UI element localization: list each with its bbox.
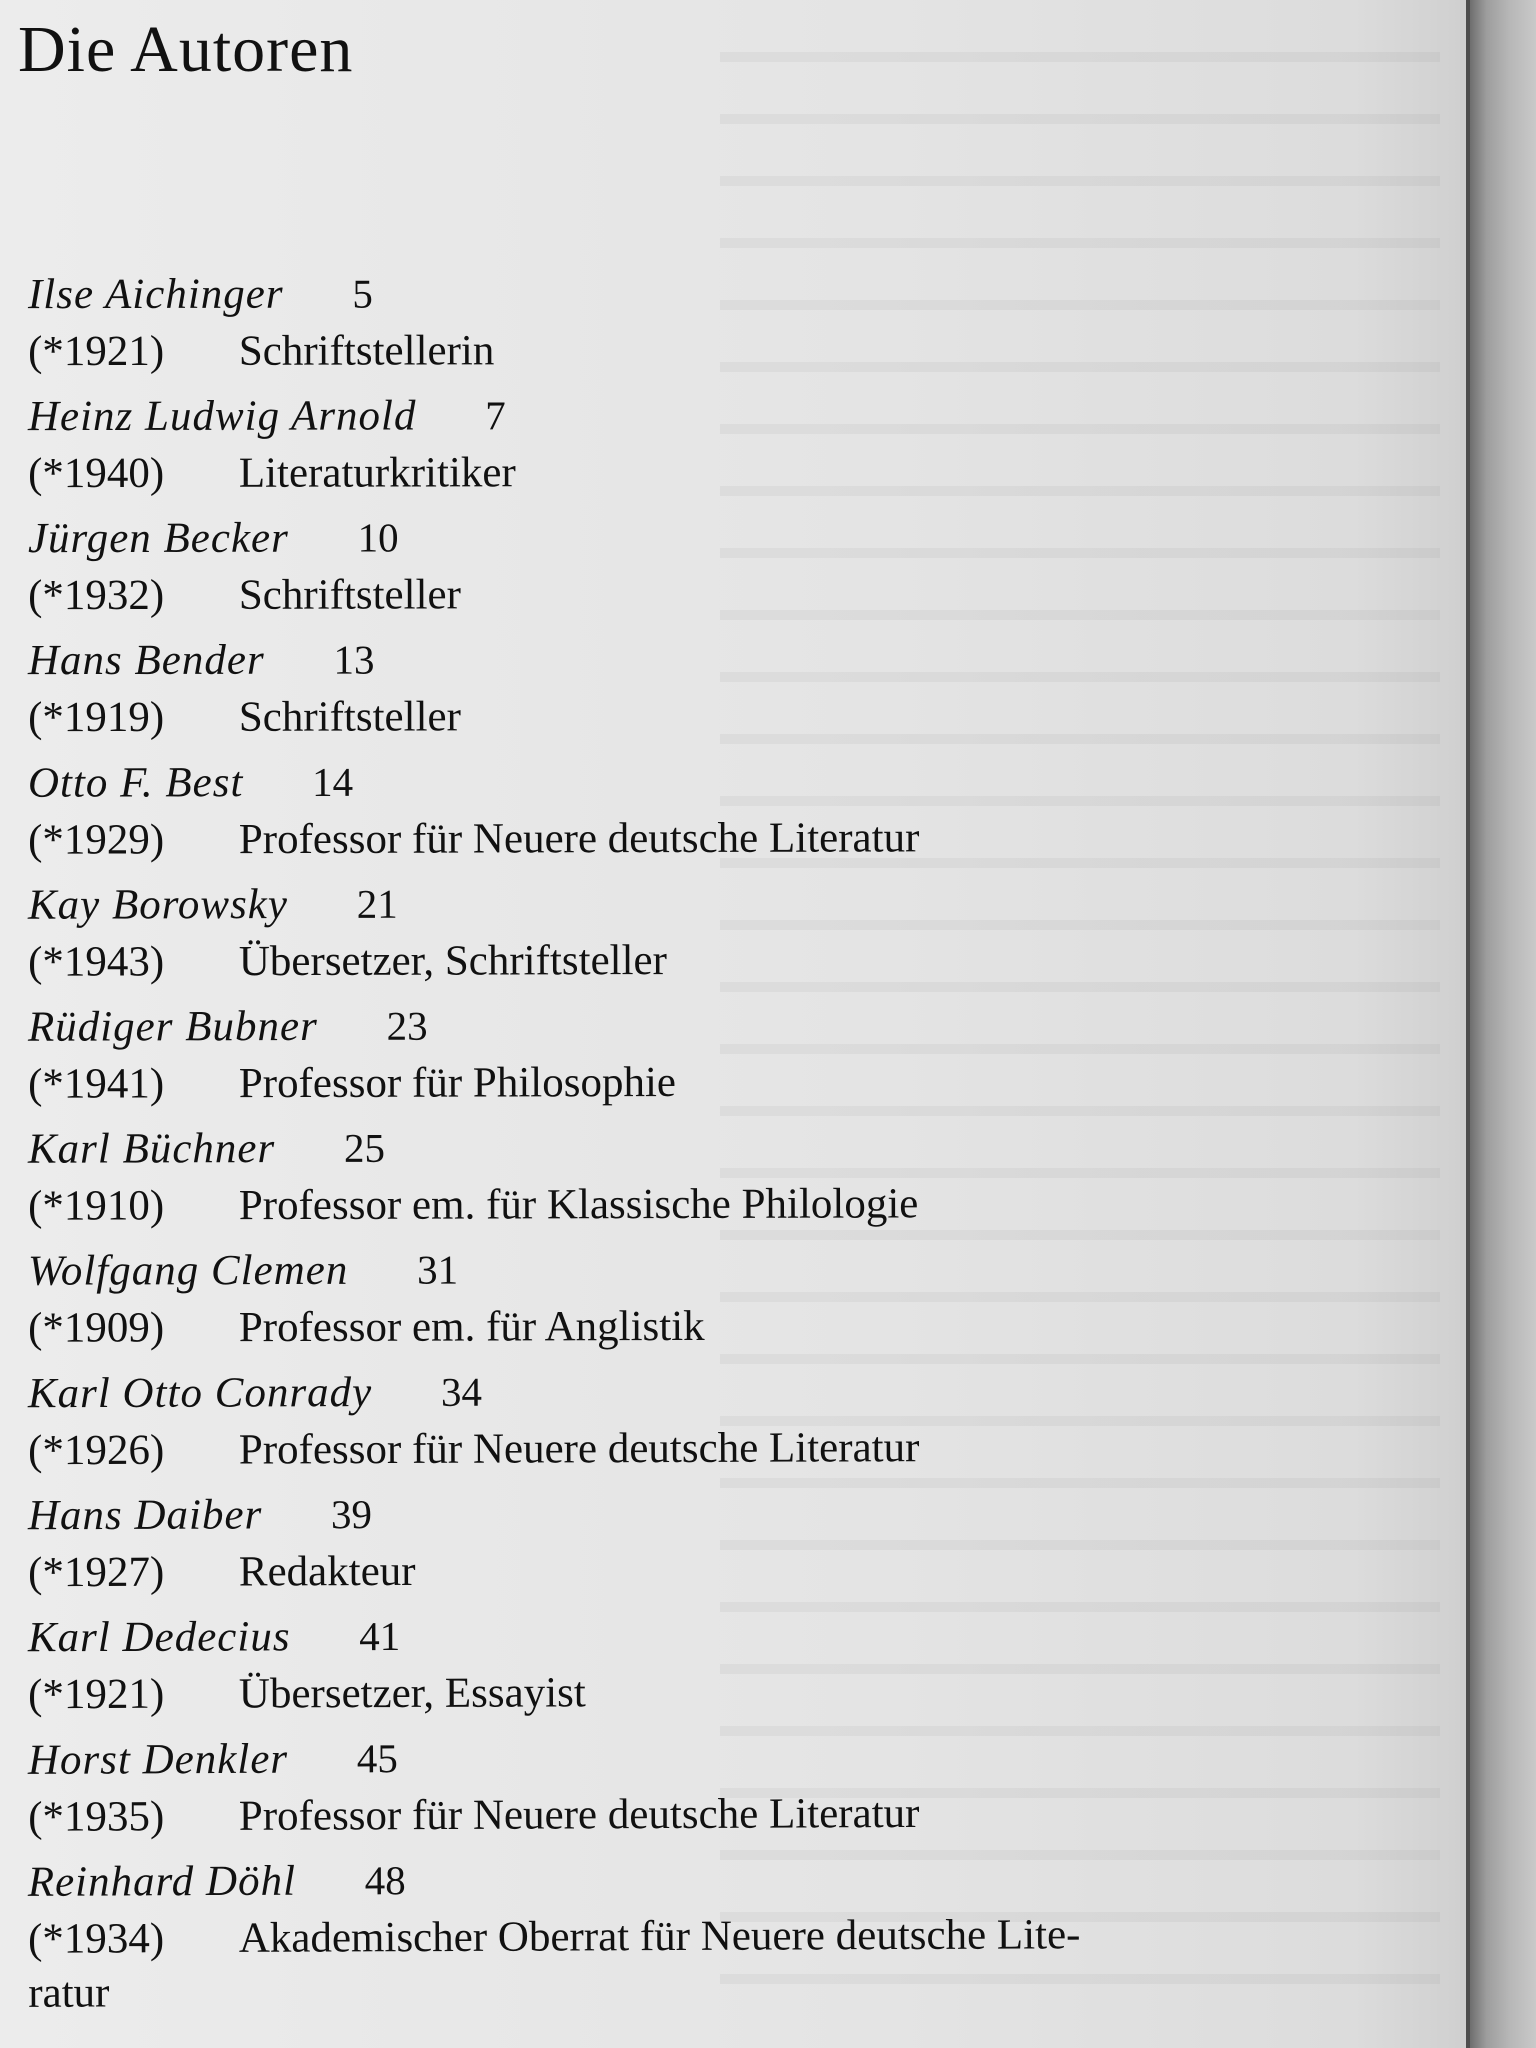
- author-role: Professor für Philosophie: [238, 1059, 677, 1108]
- author-entry: [28, 1360, 1328, 1481]
- page-number: 13: [333, 636, 375, 683]
- author-name: Karl Dedecius: [27, 1613, 291, 1662]
- page-number: 21: [356, 880, 398, 927]
- author-list: [28, 264, 1328, 2022]
- author-role: Professor em. für Klassische Philologie: [238, 1180, 919, 1230]
- author-entry: [28, 872, 1328, 991]
- author-role: Schriftstellerin: [238, 327, 495, 375]
- role-continuation: ratur: [28, 1969, 110, 2017]
- author-role: Professor für Neuere deutsche Literatur: [238, 1424, 920, 1474]
- author-entry: [28, 750, 1328, 869]
- author-entry: [28, 1847, 1329, 2019]
- author-name: Wolfgang Clemen: [27, 1246, 349, 1295]
- book-edge: [1470, 0, 1536, 2048]
- page-number: 10: [357, 514, 399, 561]
- author-role: Redakteur: [238, 1547, 416, 1596]
- author-name: Kay Borowsky: [27, 881, 289, 929]
- page-number: 31: [416, 1246, 459, 1293]
- author-role: Übersetzer, Essayist: [238, 1669, 586, 1718]
- page-number: 41: [359, 1612, 401, 1660]
- page-number: 25: [343, 1124, 386, 1171]
- page-heading: Die Autoren: [18, 13, 354, 86]
- author-entry: [28, 385, 1328, 503]
- author-entry: [28, 1238, 1328, 1357]
- author-role: Literaturkritiker: [238, 449, 516, 497]
- page-number: 14: [312, 758, 354, 805]
- birth-year: (*1934): [27, 1915, 165, 1963]
- page-number: 34: [440, 1368, 483, 1415]
- birth-year: (*1921): [28, 1670, 165, 1719]
- page-number: 48: [364, 1857, 406, 1904]
- author-entry: [28, 994, 1328, 1113]
- author-name: Horst Denkler: [27, 1735, 289, 1784]
- author-entry: [28, 1482, 1328, 1603]
- birth-year: (*1929): [28, 816, 165, 864]
- author-role: Akademischer Oberrat für Neuere deutsche Lite-: [238, 1911, 1081, 1962]
- author-name: Jürgen Becker: [27, 514, 289, 563]
- birth-year: (*1921): [28, 327, 165, 376]
- page-number: 23: [386, 1002, 428, 1049]
- birth-year: (*1932): [28, 571, 165, 620]
- author-name: Hans Bender: [27, 636, 265, 685]
- author-role: Professor für Neuere deutsche Literatur: [238, 814, 920, 864]
- author-role: Professor für Neuere deutsche Literatur: [238, 1789, 920, 1840]
- page-number: 5: [352, 270, 373, 317]
- author-name: Reinhard Döhl: [27, 1857, 297, 1906]
- author-entry: [28, 507, 1328, 625]
- birth-year: (*1919): [28, 693, 165, 742]
- author-role: Schriftsteller: [238, 693, 461, 741]
- author-role: Schriftsteller: [238, 571, 461, 619]
- birth-year: (*1935): [28, 1793, 165, 1841]
- birth-year: (*1910): [28, 1182, 165, 1230]
- author-role: Übersetzer, Schriftsteller: [238, 937, 667, 986]
- author-entry: [28, 629, 1328, 747]
- author-role: Professor em. für Anglistik: [238, 1302, 705, 1352]
- author-name: Karl Büchner: [27, 1125, 276, 1173]
- author-entry: [28, 1725, 1328, 1847]
- birth-year: (*1926): [28, 1426, 165, 1475]
- author-name: Heinz Ludwig Arnold: [27, 392, 417, 441]
- author-name: Karl Otto Conrady: [27, 1369, 373, 1418]
- birth-year: (*1943): [28, 938, 165, 986]
- author-name: Rüdiger Bubner: [27, 1002, 318, 1051]
- author-entry: [28, 263, 1328, 381]
- birth-year: (*1941): [28, 1060, 165, 1108]
- page-number: 7: [485, 392, 506, 439]
- author-name: Ilse Aichinger: [27, 270, 284, 319]
- page-number: 39: [330, 1491, 373, 1538]
- author-entry: [28, 1116, 1328, 1235]
- author-name: Otto F. Best: [27, 759, 244, 807]
- birth-year: (*1909): [28, 1304, 165, 1352]
- author-name: Hans Daiber: [27, 1491, 263, 1540]
- page-number: 45: [356, 1735, 398, 1782]
- author-entry: [28, 1604, 1328, 1725]
- birth-year: (*1940): [28, 449, 165, 498]
- birth-year: (*1927): [28, 1548, 165, 1597]
